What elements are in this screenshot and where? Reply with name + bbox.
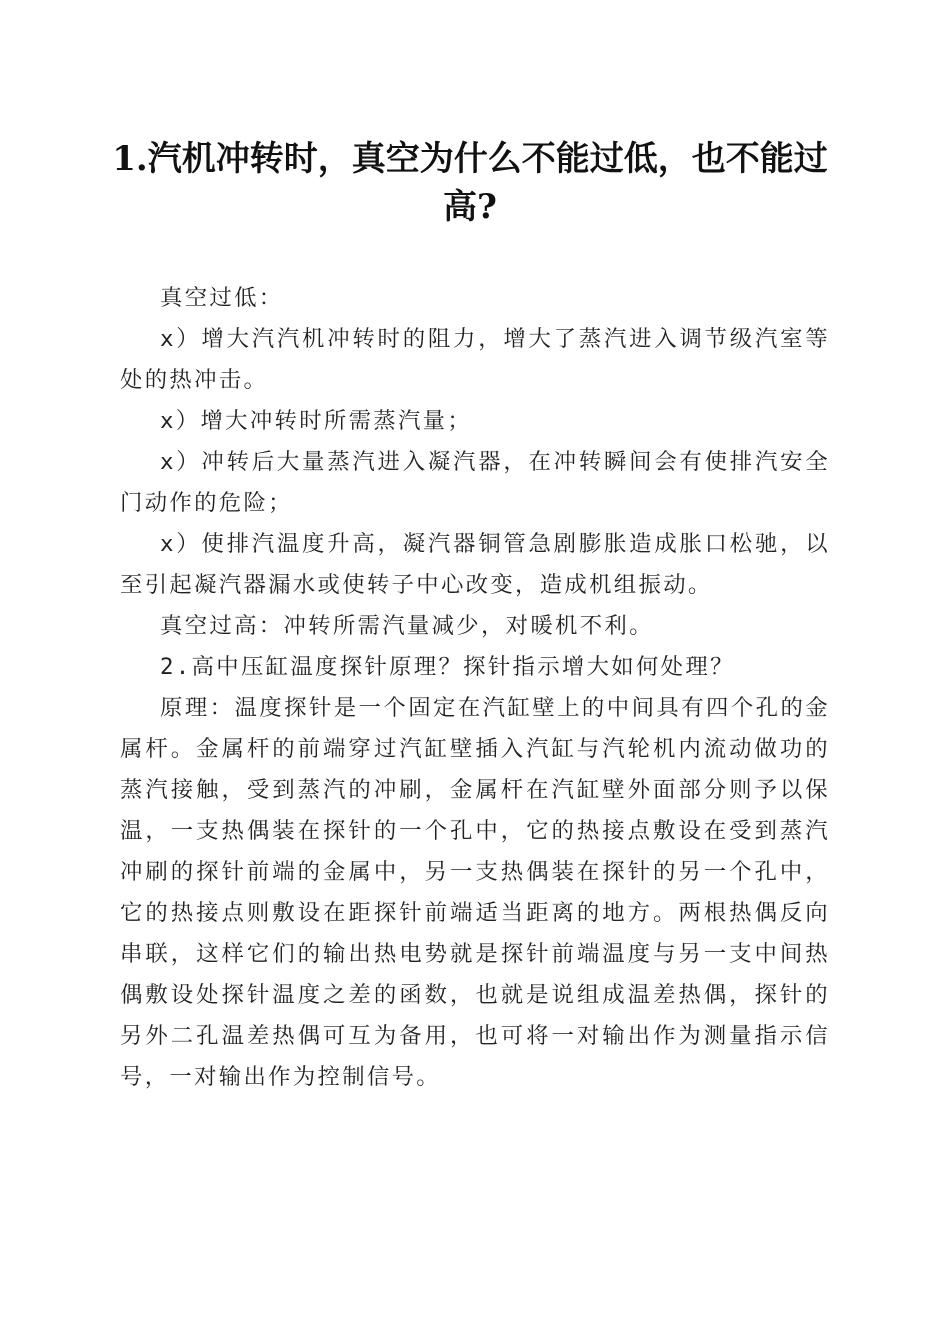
paragraph-low-item-1: x）增大汽汽机冲转时的阻力，增大了蒸汽进入调节级汽室等处的热冲击。 — [120, 326, 830, 393]
paragraph-vacuum-high: 真空过高：冲转所需汽量减少，对暖机不利。 — [160, 613, 654, 639]
paragraph-low-item-2: x）增大冲转时所需蒸汽量； — [160, 408, 473, 434]
document-body — [120, 278, 830, 1098]
paragraph-low-item-4: x）使排汽温度升高，凝汽器铜管急剧膨胀造成胀口松驰，以至引起凝汽器漏水或使转子中心改变，造成机组振动。 — [120, 531, 830, 598]
paragraph-vacuum-low-heading: 真空过低： — [160, 285, 284, 311]
paragraph-low-item-3: x）冲转后大量蒸汽进入凝汽器，在冲转瞬间会有使排汽安全门动作的危险； — [120, 449, 830, 516]
paragraph-principle: 原理：温度探针是一个固定在汽缸壁上的中间具有四个孔的金属杆。金属杆的前端穿过汽缸壁插入汽缸与汽轮机内流动做功的蒸汽接触，受到蒸汽的冲刷，金属杆在汽缸壁外面部分则予以保温，一支热偶装在探针的一个孔中，它的热接点敷设在受到蒸汽冲刷的探针前端的金属中，另一支热偶装在探针的另一个孔中，它的热接点则敷设在距探针前端适当距离的地方。两根热偶反向串联，这样它们的输出热电势就是探针前端温度与另一支中间热偶敷设处探针温度之差的函数，也就是说组成温差热偶，探针的另外二孔温差热偶可互为备用，也可将一对输出作为测量指示信号，一对输出作为控制信号。 — [120, 695, 830, 1090]
paragraph-question-2: 2.高中压缸温度探针原理？探针指示增大如何处理？ — [160, 654, 735, 680]
document-title: 1.汽机冲转时，真空为什么不能过低，也不能过高? — [112, 139, 828, 227]
